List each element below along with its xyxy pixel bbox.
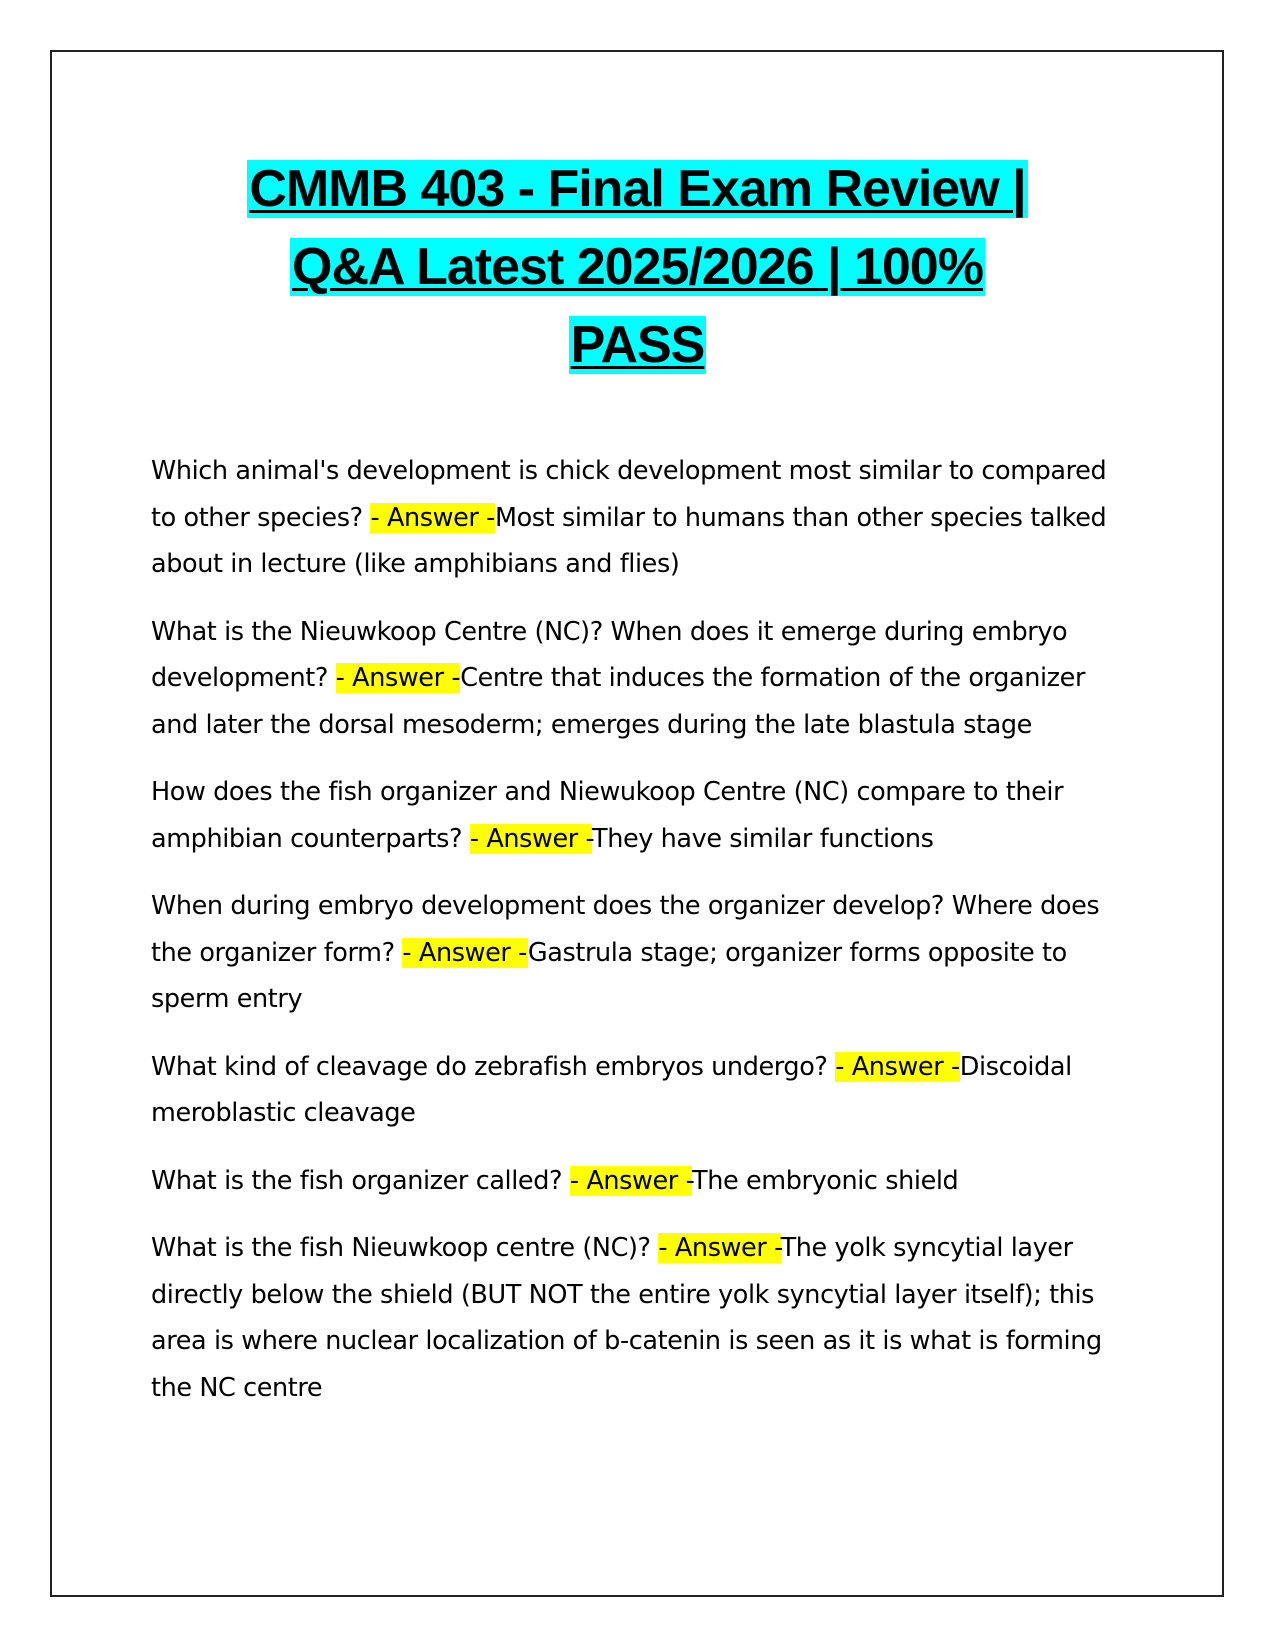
qa-item-4 [151,883,1126,1023]
answer-marker-highlight: - Answer - [569,1165,693,1196]
question-text: What kind of cleavage do zebrafish embryos undergo? [151,1051,836,1082]
answer-marker-highlight: - Answer - [658,1233,781,1263]
answer-marker-highlight: - Answer - [370,502,495,533]
answer-text: Gastrula stage; organizer forms opposite to sperm entry [151,937,1067,1014]
answer-text: The embryonic shield [692,1165,959,1196]
question-text: What is the fish Nieuwkoop centre (NC)? [151,1233,659,1263]
qa-item-7 [151,1225,1126,1411]
title-line-3: PASS [570,316,705,374]
answer-text: Most similar to humans than other species talked about in lecture (like amphibians and flies) [151,502,1107,579]
question-text: Which animal's development is chick development most similar to compared to other species? [151,456,1107,533]
qa-item-2 [151,609,1126,749]
answer-text: They have similar functions [592,823,934,854]
qa-item-1 [151,448,1126,588]
title-line-2: Q&A Latest 2025/2026 | 100% [292,238,983,296]
answer-text: Centre that induces the formation of the organizer and later the dorsal mesoderm; emerges during the late blastula stage [151,663,1086,740]
document-title [100,150,1175,384]
answer-marker-highlight: - Answer - [335,663,461,693]
answer-marker-highlight: - Answer - [835,1051,960,1082]
answer-text: Discoidal meroblastic cleavage [151,1051,1072,1128]
qa-list [151,448,1126,1432]
question-text: How does the fish organizer and Niewukoop Centre (NC) compare to their amphibian counterparts? [151,777,1064,854]
qa-item-6 [151,1158,1126,1205]
answer-text: The yolk syncytial layer directly below the shield (BUT NOT the entire yolk syncytial layer itself); this area is where nuclear localization of b-catenin is seen as it is what is forming the NC centre [151,1233,1102,1403]
qa-item-3 [151,769,1126,862]
question-text: When during embryo development does the organizer develop? Where does the organizer form? [151,891,1100,968]
question-text: What is the fish organizer called? [151,1165,570,1196]
title-line-1: CMMB 403 - Final Exam Review | [249,160,1026,218]
answer-marker-highlight: - Answer - [469,823,593,854]
answer-marker-highlight: - Answer - [402,937,528,968]
qa-item-5 [151,1044,1126,1137]
question-text: What is the Nieuwkoop Centre (NC)? When does it emerge during embryo development? [151,616,1068,693]
